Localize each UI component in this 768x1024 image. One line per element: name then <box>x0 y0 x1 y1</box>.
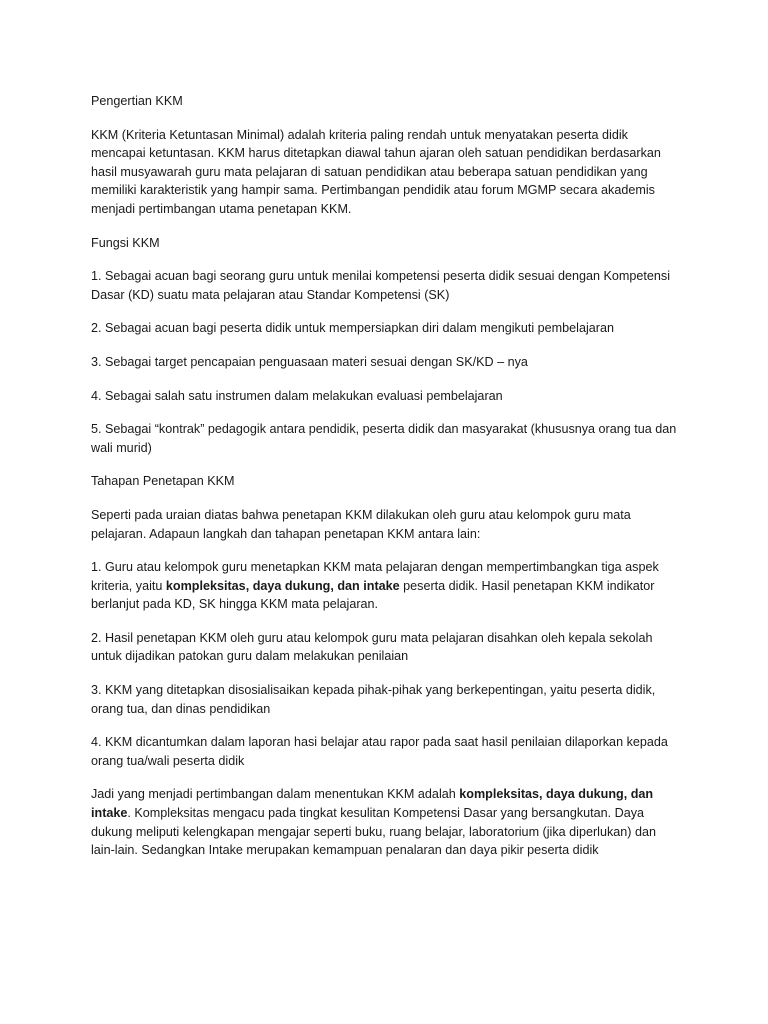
paragraph-definition: KKM (Kriteria Ketuntasan Minimal) adalah kriteria paling rendah untuk menyatakan peserta didik mencapai ketuntasan. KKM harus ditetapkan diawal tahun ajaran oleh satuan pendidikan berdasarkan hasil musyawarah guru mata pelajaran di satuan pendidikan atau beberapa satuan pendidikan yang memiliki karakteristik yang hampir sama. Pertimbangan pendidik atau forum MGMP secara akademis menjadi pertimbangan utama penetapan KKM. <box>91 127 661 216</box>
paragraph-closing <box>91 785 681 859</box>
list-item-fungsi-1: 1. Sebagai acuan bagi seorang guru untuk menilai kompetensi peserta didik sesuai dengan Kompetensi Dasar (KD) suatu mata pelajaran atau Standar Kompetensi (SK) <box>91 269 670 302</box>
list-item-fungsi-2: 2. Sebagai acuan bagi peserta didik untuk mempersiapkan diri dalam mengikuti pembelajaran <box>91 321 614 336</box>
step1-text-before: 1. Guru atau kelompok guru menetapkan KKM mata pelajaran dengan mempertimbangkan tiga aspek kriteria, yaitu <box>91 560 659 593</box>
document-page <box>91 92 681 875</box>
list-item-fungsi-4: 4. Sebagai salah satu instrumen dalam melakukan evaluasi pembelajaran <box>91 388 503 403</box>
paragraph-tahapan-intro: Seperti pada uraian diatas bahwa penetapan KKM dilakukan oleh guru atau kelompok guru mata pelajaran. Adapaun langkah dan tahapan penetapan KKM antara lain: <box>91 507 631 541</box>
section-heading-fungsi: Fungsi KKM <box>91 235 160 250</box>
list-item-tahapan-2: 2. Hasil penetapan KKM oleh guru atau kelompok guru mata pelajaran disahkan oleh kepala sekolah untuk dijadikan patokan guru dalam melakukan penilaian <box>91 630 653 664</box>
list-item-tahapan-3: 3. KKM yang ditetapkan disosialisaikan kepada pihak-pihak yang berkepentingan, yaitu peserta didik, orang tua, dan dinas pendidikan <box>91 683 656 716</box>
list-item-tahapan-1 <box>91 558 681 614</box>
list-item-tahapan-4: 4. KKM dicantumkan dalam laporan hasi belajar atau rapor pada saat hasil penilaian dilaporkan kepada orang tua/wali peserta didik <box>91 735 668 768</box>
step1-bold-criteria: kompleksitas, daya dukung, dan intake <box>165 578 400 593</box>
closing-text-before: Jadi yang menjadi pertimbangan dalam menentukan KKM adalah <box>91 787 460 802</box>
section-heading-tahapan: Tahapan Penetapan KKM <box>91 474 235 489</box>
section-heading-pengertian: Pengertian KKM <box>91 94 183 108</box>
step1-text-after: peserta didik. Hasil penetapan KKM indikator berlanjut pada KD, SK hingga KKM mata pelajaran. <box>91 578 655 612</box>
list-item-fungsi-5: 5. Sebagai “kontrak” pedagogik antara pendidik, peserta didik dan masyarakat (khususnya orang tua dan wali murid) <box>91 422 677 455</box>
closing-bold-criteria: kompleksitas, daya dukung, dan intake <box>91 787 654 821</box>
closing-text-after: . Kompleksitas mengacu pada tingkat kesulitan Kompetensi Dasar yang bersangkutan. Daya dukung meliputi kelengkapan mengajar seperti buku, ruang belajar, laboratorium (jika diperlukan) dan lain-lain. Sedangkan Intake merupakan kemampuan penalaran dan daya pikir peserta didik <box>91 806 656 858</box>
list-item-fungsi-3: 3. Sebagai target pencapaian penguasaan materi sesuai dengan SK/KD – nya <box>91 354 528 369</box>
